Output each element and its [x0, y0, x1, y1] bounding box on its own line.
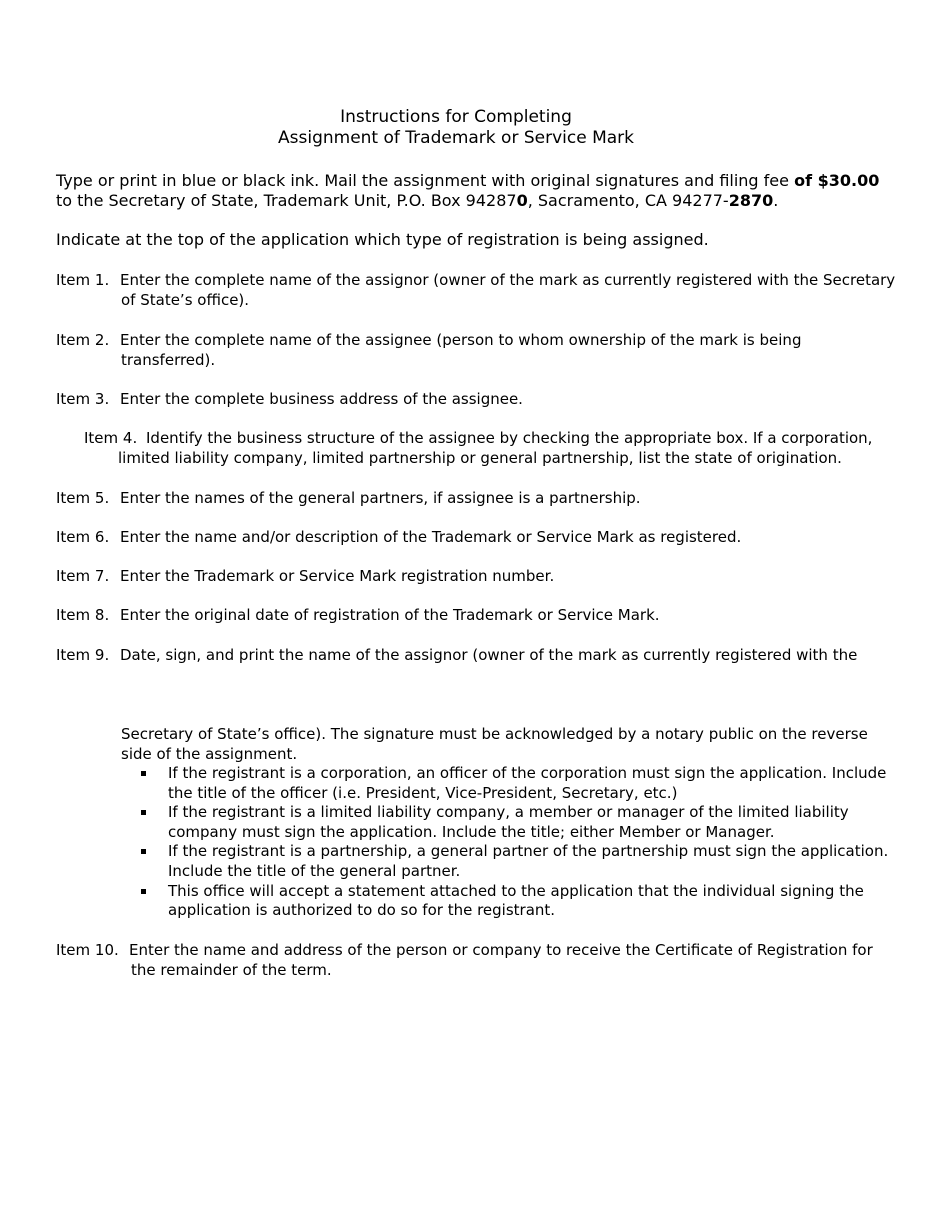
- item-text: Enter the original date of registration of the Trademark or Service Mark.: [120, 606, 660, 624]
- intro-text-c: , Sacramento, CA 94277-: [527, 191, 729, 210]
- bullet-square-icon: [141, 889, 146, 894]
- bullet-text: This office will accept a statement attached to the application that the individual signing the: [168, 881, 864, 900]
- item-label: Item 5.: [56, 489, 110, 507]
- bullet-text-continued: the title of the officer (i.e. President, Vice-President, Secretary, etc.): [168, 783, 678, 802]
- item-text: Enter the complete business address of the assignee.: [120, 390, 523, 408]
- item-text-continued: side of the assignment.: [121, 745, 298, 763]
- item-text: Enter the Trademark or Service Mark registration number.: [120, 567, 555, 585]
- item-text: Enter the complete name of the assignee (person to whom ownership of the mark is being: [120, 331, 802, 349]
- bullet-text-continued: company must sign the application. Include the title; either Member or Manager.: [168, 822, 775, 841]
- item-8: [56, 605, 906, 625]
- list-item: [138, 842, 908, 881]
- filing-fee: of $30.00: [794, 171, 880, 190]
- bullet-text: If the registrant is a corporation, an officer of the corporation must sign the application. Include: [168, 764, 887, 782]
- item-5: [56, 488, 906, 508]
- item-label: Item 7.: [56, 567, 110, 585]
- item-label: Item 2.: [56, 331, 110, 349]
- item-2: [56, 330, 906, 370]
- intro-text-b: to the Secretary of State, Trademark Unit, P.O. Box 94287: [56, 191, 517, 210]
- bullet-text-continued: Include the title of the general partner.: [168, 861, 461, 880]
- title-line-2: Assignment of Trademark or Service Mark: [278, 128, 634, 148]
- list-item: [138, 764, 908, 803]
- bullet-text: If the registrant is a limited liability company, a member or manager of the limited liability: [168, 803, 849, 822]
- intro-text-a: Type or print in blue or black ink. Mail the assignment with original signatures and filing fee: [56, 171, 795, 190]
- item-6: [56, 527, 906, 547]
- item-text: Enter the name and address of the person or company to receive the Certificate of Registration for: [129, 941, 873, 959]
- item-label: Item 6.: [56, 528, 110, 546]
- po-box-digit: 0: [516, 191, 528, 210]
- bullet-text-continued: application is authorized to do so for the registrant.: [168, 901, 556, 920]
- item-text-continued: of State’s office).: [121, 291, 250, 309]
- intro-text-d: .: [773, 191, 779, 210]
- item-text: Enter the names of the general partners, if assignee is a partnership.: [120, 489, 641, 507]
- item-4: [84, 428, 934, 468]
- list-item: [138, 803, 908, 842]
- item-10: [56, 940, 906, 980]
- item-text: Enter the name and/or description of the Trademark or Service Mark as registered.: [120, 528, 742, 546]
- zip-suffix: 2870: [728, 191, 774, 210]
- item-label: Item 9.: [56, 646, 110, 664]
- bullet-text: If the registrant is a partnership, a general partner of the partnership must sign the application.: [168, 842, 889, 861]
- bullet-square-icon: [141, 849, 146, 854]
- item-label: Item 4.: [84, 429, 138, 447]
- signature-requirements-list: [138, 764, 908, 921]
- item-text: Enter the complete name of the assignor (owner of the mark as currently registered with the Secretary: [120, 271, 896, 289]
- registration-type-note: Indicate at the top of the application which type of registration is being assigned.: [56, 230, 709, 249]
- item-7: [56, 566, 906, 586]
- title-line-1: Instructions for Completing: [340, 107, 572, 127]
- item-text-continued: transferred).: [121, 351, 216, 369]
- item-text: Identify the business structure of the assignee by checking the appropriate box. If a corporation,: [146, 429, 873, 447]
- bullet-square-icon: [141, 810, 146, 815]
- item-3: [56, 389, 906, 409]
- bullet-square-icon: [141, 771, 146, 776]
- item-label: Item 8.: [56, 606, 110, 624]
- item-text: Date, sign, and print the name of the assignor (owner of the mark as currently registered with the: [120, 646, 858, 664]
- list-item: [138, 882, 908, 921]
- mailing-instructions: [56, 171, 906, 211]
- item-text-continued: limited liability company, limited partnership or general partnership, list the state of origination.: [118, 449, 842, 467]
- page-title: [0, 107, 912, 149]
- item-1: [56, 270, 906, 310]
- item-label: Item 3.: [56, 390, 110, 408]
- item-text-continued: the remainder of the term.: [131, 961, 332, 979]
- item-text-continued: Secretary of State’s office). The signature must be acknowledged by a notary public on the reverse: [121, 725, 868, 743]
- item-label: Item 1.: [56, 271, 110, 289]
- item-9-continued: [56, 724, 906, 764]
- item-label: Item 10.: [56, 941, 119, 959]
- item-9: [56, 645, 906, 665]
